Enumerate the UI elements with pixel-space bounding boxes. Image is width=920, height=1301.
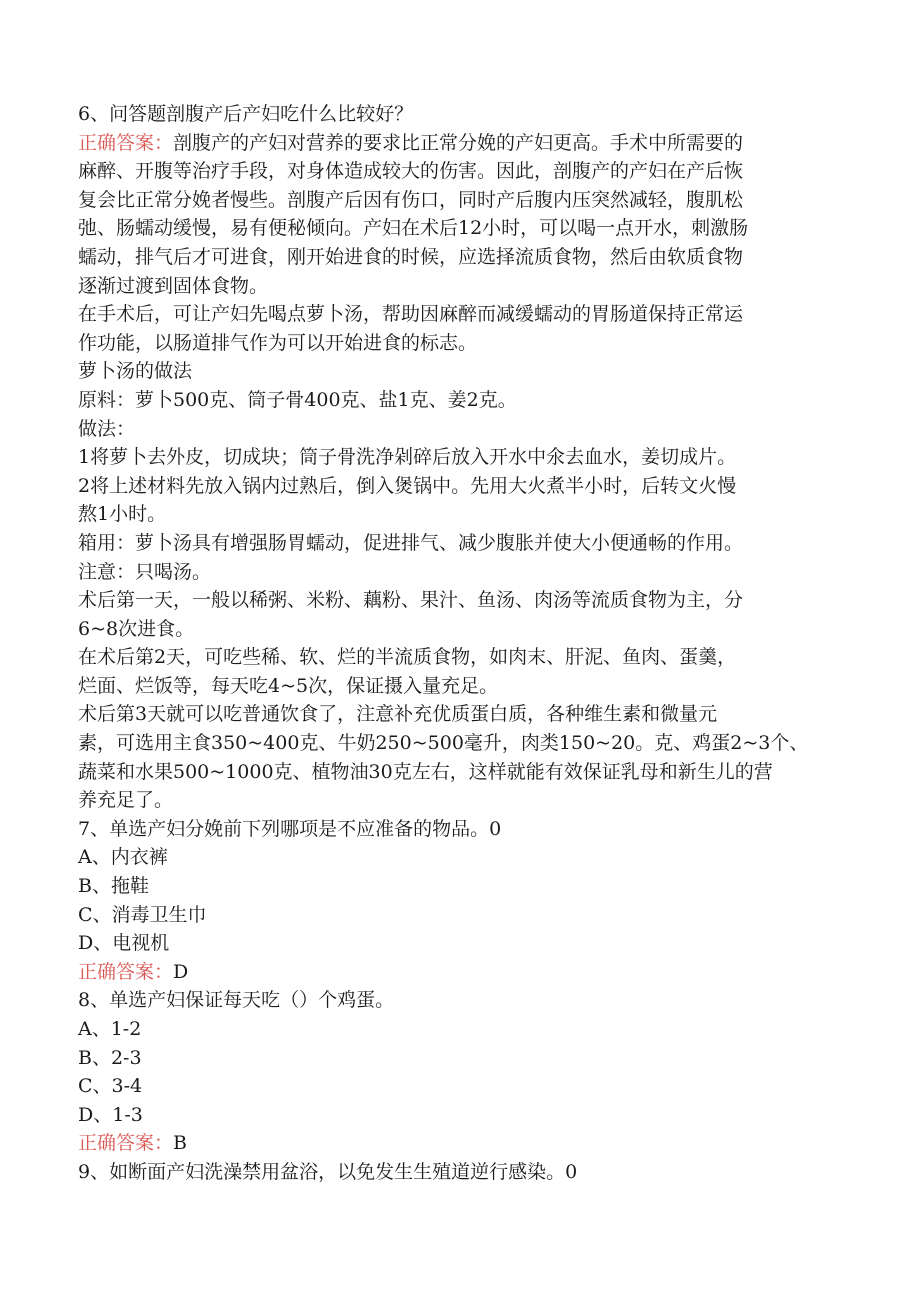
q6-answer-line: 麻醉、开腹等治疗手段，对身体造成较大的伤害。因此，剖腹产的产妇在产后恢: [78, 160, 744, 183]
q8-option-b: B、2-3: [78, 1046, 142, 1069]
q7-answer-label: 正确答案：: [78, 960, 174, 983]
q7-answer-value: D: [173, 960, 189, 983]
q8-answer-label: 正确答案：: [78, 1132, 174, 1155]
q8-answer-value: B: [173, 1132, 187, 1155]
q6-answer-line: 在手术后，可让产妇先喝点萝卜汤，帮助因麻醉而减缓蠕动的胃肠道保持正常运: [78, 303, 744, 326]
q7-option-d: D、电视机: [78, 932, 170, 955]
q6-answer-line: 注意：只喝汤。: [78, 560, 212, 583]
q6-answer-line: 弛、肠蠕动缓慢，易有便秘倾向。产妇在术后12小时，可以喝一点开水，刺激肠: [78, 217, 749, 240]
q6-answer-line: 作功能，以肠道排气作为可以开始进食的标志。: [78, 331, 478, 354]
q7-option-b: B、拖鞋: [78, 875, 149, 898]
q6-answer-line: 原料：萝卜500克、筒子骨400克、盐1克、姜2克。: [78, 388, 517, 411]
q6-answer-line: 术后第一天，一般以稀粥、米粉、藕粉、果汁、鱼汤、肉汤等流质食物为主，分: [78, 589, 744, 612]
q7-option-c: C、消毒卫生巾: [78, 903, 207, 926]
q6-answer-line: 在术后第2天，可吃些稀、软、烂的半流质食物，如肉末、肝泥、鱼肉、蛋羹，: [78, 646, 737, 669]
q6-answer-line: 1将萝卜去外皮，切成块；筒子骨洗净剁碎后放入开水中氽去血水，姜切成片。: [78, 446, 737, 469]
q6-answer-label: 正确答案：: [78, 131, 174, 154]
q6-answer-line: 术后第3天就可以吃普通饮食了，注意补充优质蛋白质，各种维生素和微量元: [78, 703, 718, 726]
q6-answer-line: 逐渐过渡到固体食物。: [78, 274, 269, 297]
q6-answer-line: 蠕动，排气后才可进食，刚开始进食的时候，应选择流质食物，然后由软质食物: [78, 245, 744, 268]
q6-answer-line: 素，可选用主食350~400克、牛奶250~500毫升，肉类150~20。克、鸡蛋2~3个、: [78, 732, 809, 755]
q8-option-a: A、1-2: [78, 1018, 142, 1040]
q6-answer-line: 复会比正常分娩者慢些。剖腹产后因有伤口，同时产后腹内压突然减轻，腹肌松: [78, 188, 744, 211]
q6-answer-line: 6~8次进食。: [78, 617, 195, 640]
q9-title: 9、如断面产妇洗澡禁用盆浴，以免发生生殖道逆行感染。0: [78, 1160, 578, 1183]
q6-answer-line: 烂面、烂饭等，每天吃4~5次，保证摄入量充足。: [78, 674, 499, 697]
document-page: [78, 100, 848, 1187]
q6-answer-line: 萝卜汤的做法: [78, 360, 193, 383]
q6-answer-line: 箱用：萝卜汤具有增强肠胃蠕动，促进排气、减少腹胀并使大小便通畅的作用。: [78, 531, 744, 554]
q6-answer-first-line: [78, 129, 848, 158]
q6-answer-line: 熬1小时。: [78, 503, 167, 526]
q7-title: 7、单选产妇分娩前下列哪项是不应准备的物品。0: [78, 817, 502, 840]
q6-answer-line: 2将上述材料先放入锅内过熟后，倒入煲锅中。先用大火煮半小时，后转文火慢: [78, 474, 737, 497]
q6-answer-line: 做法：: [78, 417, 136, 440]
q6-answer-text: 剖腹产的产妇对营养的要求比正常分娩的产妇更高。手术中所需要的: [173, 131, 744, 154]
q7-answer: [78, 958, 848, 987]
q8-option-d: D、1-3: [78, 1103, 143, 1126]
q6-answer-line: 蔬菜和水果500~1000克、植物油30克左右，这样就能有效保证乳母和新生儿的营: [78, 760, 773, 783]
q8-title: 8、单选产妇保证每天吃（）个鸡蛋。: [78, 989, 395, 1012]
q7-option-a: A、内衣裤: [78, 846, 168, 869]
q6-title: 6、问答题剖腹产后产妇吃什么比较好？: [78, 103, 414, 125]
q8-answer: [78, 1129, 848, 1158]
q6-answer-line: 养充足了。: [78, 789, 174, 812]
q8-option-c: C、3-4: [78, 1075, 143, 1098]
